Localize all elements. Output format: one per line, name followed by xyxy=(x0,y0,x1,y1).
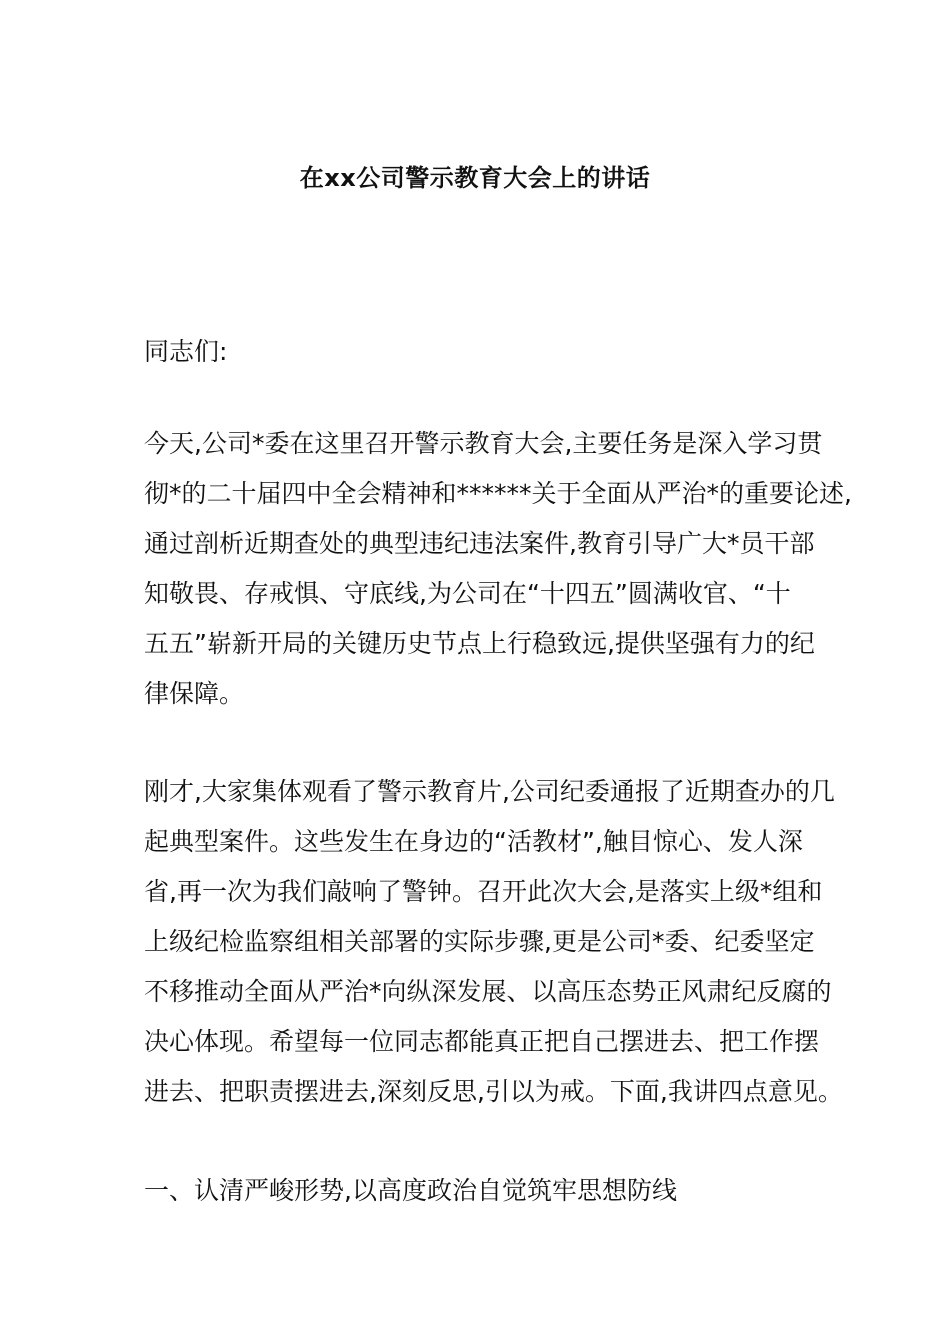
paragraph-intro xyxy=(144,419,852,719)
paragraph-line: 省,再一次为我们敲响了警钟。召开此次大会,是落实上级*组和 xyxy=(144,877,823,906)
paragraph-line: 五五”崭新开局的关键历史节点上行稳致远,提供坚强有力的纪 xyxy=(144,629,815,658)
paragraph-line: 刚才,大家集体观看了警示教育片,公司纪委通报了近期查办的几 xyxy=(144,777,835,806)
paragraph-line: 决心体现。希望每一位同志都能真正把自己摆进去、把工作摆 xyxy=(144,1027,820,1056)
paragraph-line: 知敬畏、存戒惧、守底线,为公司在“十四五”圆满收官、“十 xyxy=(144,579,791,608)
paragraph-line: 通过剖析近期查处的典型违纪违法案件,教育引导广大*员干部 xyxy=(144,529,815,558)
paragraph-line: 彻*的二十届四中全会精神和******关于全面从严治*的重要论述, xyxy=(144,479,852,508)
paragraph-line: 今天,公司*委在这里召开警示教育大会,主要任务是深入学习贯 xyxy=(144,429,823,458)
paragraph-line: 进去、把职责摆进去,深刻反思,引以为戒。下面,我讲四点意见。 xyxy=(144,1077,843,1106)
paragraph-line: 上级纪检监察组相关部署的实际步骤,更是公司*委、纪委坚定 xyxy=(144,927,815,956)
paragraph-context xyxy=(144,767,843,1117)
section-heading: 一、认清严峻形势,以高度政治自觉筑牢思想防线 xyxy=(144,1176,677,1205)
document-title: 在xx公司警示教育大会上的讲话 xyxy=(299,164,651,192)
salutation: 同志们: xyxy=(144,337,228,366)
paragraph-line: 起典型案件。这些发生在身边的“活教材”,触目惊心、发人深 xyxy=(144,827,803,856)
paragraph-line: 不移推动全面从严治*向纵深发展、以高压态势正风肃纪反腐的 xyxy=(144,977,832,1006)
paragraph-line: 律保障。 xyxy=(144,679,245,708)
